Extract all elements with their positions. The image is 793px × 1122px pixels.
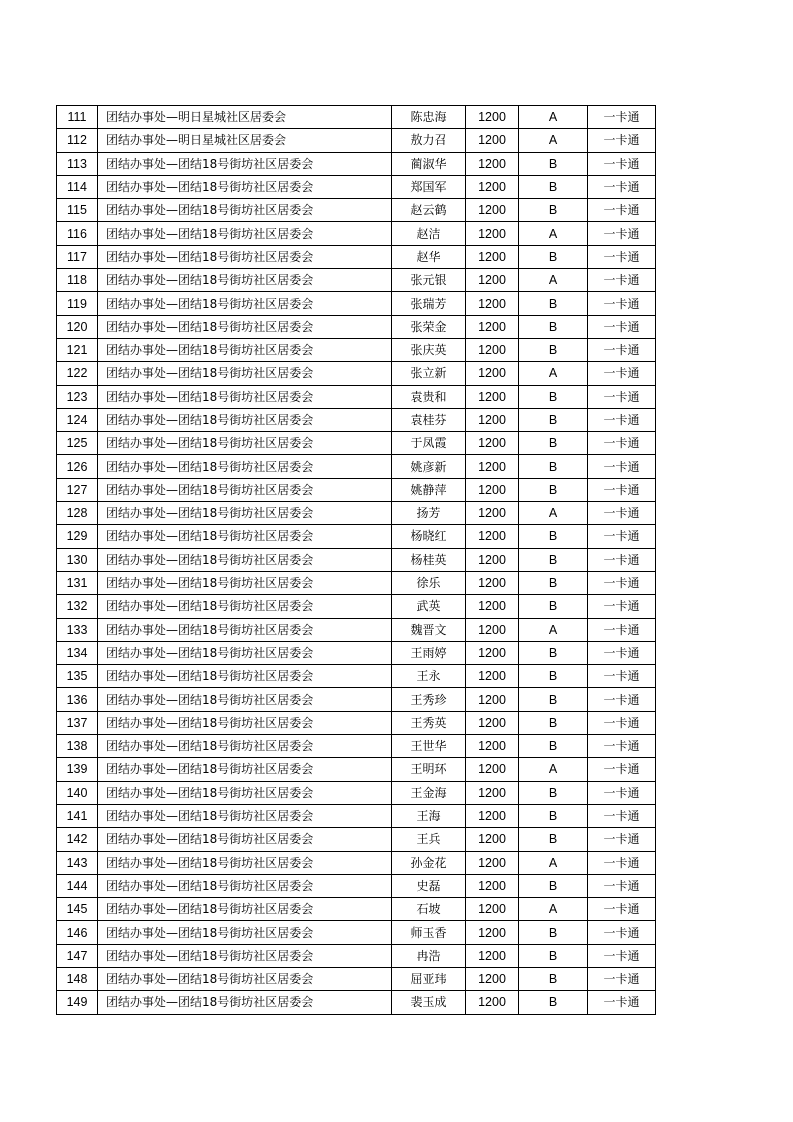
person-name-cell: 王世华 bbox=[392, 735, 466, 758]
payment-method-cell: 一卡通 bbox=[588, 106, 656, 129]
payment-method-cell: 一卡通 bbox=[588, 921, 656, 944]
payment-method-cell: 一卡通 bbox=[588, 245, 656, 268]
person-name-cell: 王永 bbox=[392, 665, 466, 688]
payment-method-cell: 一卡通 bbox=[588, 618, 656, 641]
grade-cell: A bbox=[519, 502, 588, 525]
table-row bbox=[57, 292, 656, 315]
person-name-cell: 姚静萍 bbox=[392, 478, 466, 501]
subsidy-table bbox=[56, 105, 656, 1015]
unit-cell: 团结办事处—团结18号街坊社区居委会 bbox=[98, 665, 392, 688]
row-number-cell: 120 bbox=[57, 315, 98, 338]
row-number-cell: 145 bbox=[57, 898, 98, 921]
row-number-cell: 116 bbox=[57, 222, 98, 245]
person-name-cell: 袁桂芬 bbox=[392, 408, 466, 431]
grade-cell: A bbox=[519, 129, 588, 152]
amount-cell: 1200 bbox=[466, 991, 519, 1014]
person-name-cell: 王雨婷 bbox=[392, 641, 466, 664]
unit-cell: 团结办事处—团结18号街坊社区居委会 bbox=[98, 595, 392, 618]
grade-cell: B bbox=[519, 525, 588, 548]
table-row bbox=[57, 571, 656, 594]
row-number-cell: 121 bbox=[57, 338, 98, 361]
unit-cell: 团结办事处—团结18号街坊社区居委会 bbox=[98, 269, 392, 292]
amount-cell: 1200 bbox=[466, 688, 519, 711]
row-number-cell: 131 bbox=[57, 571, 98, 594]
payment-method-cell: 一卡通 bbox=[588, 338, 656, 361]
grade-cell: B bbox=[519, 967, 588, 990]
person-name-cell: 张庆英 bbox=[392, 338, 466, 361]
person-name-cell: 孙金花 bbox=[392, 851, 466, 874]
person-name-cell: 杨桂英 bbox=[392, 548, 466, 571]
unit-cell: 团结办事处—团结18号街坊社区居委会 bbox=[98, 991, 392, 1014]
payment-method-cell: 一卡通 bbox=[588, 478, 656, 501]
payment-method-cell: 一卡通 bbox=[588, 735, 656, 758]
payment-method-cell: 一卡通 bbox=[588, 758, 656, 781]
row-number-cell: 124 bbox=[57, 408, 98, 431]
row-number-cell: 144 bbox=[57, 874, 98, 897]
row-number-cell: 137 bbox=[57, 711, 98, 734]
payment-method-cell: 一卡通 bbox=[588, 315, 656, 338]
unit-cell: 团结办事处—团结18号街坊社区居委会 bbox=[98, 851, 392, 874]
grade-cell: B bbox=[519, 245, 588, 268]
table-row bbox=[57, 525, 656, 548]
table-row bbox=[57, 175, 656, 198]
grade-cell: A bbox=[519, 362, 588, 385]
grade-cell: B bbox=[519, 385, 588, 408]
payment-method-cell: 一卡通 bbox=[588, 502, 656, 525]
amount-cell: 1200 bbox=[466, 385, 519, 408]
row-number-cell: 115 bbox=[57, 199, 98, 222]
unit-cell: 团结办事处—团结18号街坊社区居委会 bbox=[98, 175, 392, 198]
unit-cell: 团结办事处—团结18号街坊社区居委会 bbox=[98, 292, 392, 315]
payment-method-cell: 一卡通 bbox=[588, 898, 656, 921]
payment-method-cell: 一卡通 bbox=[588, 269, 656, 292]
unit-cell: 团结办事处—团结18号街坊社区居委会 bbox=[98, 874, 392, 897]
payment-method-cell: 一卡通 bbox=[588, 944, 656, 967]
table-row bbox=[57, 362, 656, 385]
table-row bbox=[57, 828, 656, 851]
table-row bbox=[57, 944, 656, 967]
unit-cell: 团结办事处—团结18号街坊社区居委会 bbox=[98, 432, 392, 455]
unit-cell: 团结办事处—团结18号街坊社区居委会 bbox=[98, 222, 392, 245]
payment-method-cell: 一卡通 bbox=[588, 781, 656, 804]
row-number-cell: 143 bbox=[57, 851, 98, 874]
amount-cell: 1200 bbox=[466, 618, 519, 641]
amount-cell: 1200 bbox=[466, 804, 519, 827]
amount-cell: 1200 bbox=[466, 874, 519, 897]
payment-method-cell: 一卡通 bbox=[588, 991, 656, 1014]
payment-method-cell: 一卡通 bbox=[588, 874, 656, 897]
grade-cell: B bbox=[519, 735, 588, 758]
grade-cell: B bbox=[519, 641, 588, 664]
payment-method-cell: 一卡通 bbox=[588, 199, 656, 222]
grade-cell: A bbox=[519, 106, 588, 129]
grade-cell: B bbox=[519, 828, 588, 851]
person-name-cell: 杨晓红 bbox=[392, 525, 466, 548]
amount-cell: 1200 bbox=[466, 502, 519, 525]
grade-cell: B bbox=[519, 338, 588, 361]
amount-cell: 1200 bbox=[466, 898, 519, 921]
person-name-cell: 武英 bbox=[392, 595, 466, 618]
table-row bbox=[57, 338, 656, 361]
grade-cell: B bbox=[519, 315, 588, 338]
grade-cell: A bbox=[519, 758, 588, 781]
unit-cell: 团结办事处—团结18号街坊社区居委会 bbox=[98, 688, 392, 711]
row-number-cell: 125 bbox=[57, 432, 98, 455]
table-body bbox=[57, 106, 656, 1015]
person-name-cell: 于凤霞 bbox=[392, 432, 466, 455]
row-number-cell: 129 bbox=[57, 525, 98, 548]
payment-method-cell: 一卡通 bbox=[588, 548, 656, 571]
amount-cell: 1200 bbox=[466, 432, 519, 455]
table-row bbox=[57, 222, 656, 245]
row-number-cell: 118 bbox=[57, 269, 98, 292]
table-row bbox=[57, 665, 656, 688]
row-number-cell: 113 bbox=[57, 152, 98, 175]
grade-cell: A bbox=[519, 851, 588, 874]
payment-method-cell: 一卡通 bbox=[588, 595, 656, 618]
row-number-cell: 122 bbox=[57, 362, 98, 385]
amount-cell: 1200 bbox=[466, 199, 519, 222]
unit-cell: 团结办事处—团结18号街坊社区居委会 bbox=[98, 408, 392, 431]
grade-cell: B bbox=[519, 781, 588, 804]
row-number-cell: 136 bbox=[57, 688, 98, 711]
unit-cell: 团结办事处—团结18号街坊社区居委会 bbox=[98, 944, 392, 967]
row-number-cell: 138 bbox=[57, 735, 98, 758]
person-name-cell: 王明环 bbox=[392, 758, 466, 781]
amount-cell: 1200 bbox=[466, 315, 519, 338]
table-row bbox=[57, 618, 656, 641]
grade-cell: B bbox=[519, 455, 588, 478]
row-number-cell: 127 bbox=[57, 478, 98, 501]
row-number-cell: 141 bbox=[57, 804, 98, 827]
table-row bbox=[57, 851, 656, 874]
table-row bbox=[57, 991, 656, 1014]
payment-method-cell: 一卡通 bbox=[588, 385, 656, 408]
row-number-cell: 114 bbox=[57, 175, 98, 198]
payment-method-cell: 一卡通 bbox=[588, 571, 656, 594]
amount-cell: 1200 bbox=[466, 921, 519, 944]
table-row bbox=[57, 898, 656, 921]
table-row bbox=[57, 269, 656, 292]
amount-cell: 1200 bbox=[466, 967, 519, 990]
amount-cell: 1200 bbox=[466, 735, 519, 758]
unit-cell: 团结办事处—团结18号街坊社区居委会 bbox=[98, 828, 392, 851]
table-row bbox=[57, 548, 656, 571]
person-name-cell: 张元银 bbox=[392, 269, 466, 292]
person-name-cell: 赵洁 bbox=[392, 222, 466, 245]
payment-method-cell: 一卡通 bbox=[588, 432, 656, 455]
table-row bbox=[57, 432, 656, 455]
table-row bbox=[57, 106, 656, 129]
amount-cell: 1200 bbox=[466, 292, 519, 315]
grade-cell: B bbox=[519, 175, 588, 198]
table-row bbox=[57, 921, 656, 944]
table-row bbox=[57, 315, 656, 338]
unit-cell: 团结办事处—团结18号街坊社区居委会 bbox=[98, 641, 392, 664]
person-name-cell: 扬芳 bbox=[392, 502, 466, 525]
payment-method-cell: 一卡通 bbox=[588, 175, 656, 198]
person-name-cell: 师玉香 bbox=[392, 921, 466, 944]
payment-method-cell: 一卡通 bbox=[588, 641, 656, 664]
grade-cell: B bbox=[519, 595, 588, 618]
grade-cell: B bbox=[519, 478, 588, 501]
table-row bbox=[57, 502, 656, 525]
grade-cell: A bbox=[519, 222, 588, 245]
table-row bbox=[57, 478, 656, 501]
amount-cell: 1200 bbox=[466, 571, 519, 594]
table-row bbox=[57, 641, 656, 664]
grade-cell: B bbox=[519, 921, 588, 944]
amount-cell: 1200 bbox=[466, 478, 519, 501]
amount-cell: 1200 bbox=[466, 175, 519, 198]
payment-method-cell: 一卡通 bbox=[588, 129, 656, 152]
table-row bbox=[57, 595, 656, 618]
payment-method-cell: 一卡通 bbox=[588, 292, 656, 315]
table-row bbox=[57, 152, 656, 175]
amount-cell: 1200 bbox=[466, 641, 519, 664]
row-number-cell: 117 bbox=[57, 245, 98, 268]
grade-cell: B bbox=[519, 688, 588, 711]
payment-method-cell: 一卡通 bbox=[588, 525, 656, 548]
row-number-cell: 142 bbox=[57, 828, 98, 851]
unit-cell: 团结办事处—团结18号街坊社区居委会 bbox=[98, 478, 392, 501]
amount-cell: 1200 bbox=[466, 525, 519, 548]
amount-cell: 1200 bbox=[466, 711, 519, 734]
grade-cell: B bbox=[519, 548, 588, 571]
table-row bbox=[57, 781, 656, 804]
grade-cell: B bbox=[519, 944, 588, 967]
amount-cell: 1200 bbox=[466, 548, 519, 571]
row-number-cell: 146 bbox=[57, 921, 98, 944]
amount-cell: 1200 bbox=[466, 245, 519, 268]
person-name-cell: 王兵 bbox=[392, 828, 466, 851]
unit-cell: 团结办事处—团结18号街坊社区居委会 bbox=[98, 898, 392, 921]
grade-cell: B bbox=[519, 874, 588, 897]
amount-cell: 1200 bbox=[466, 595, 519, 618]
person-name-cell: 石坡 bbox=[392, 898, 466, 921]
row-number-cell: 135 bbox=[57, 665, 98, 688]
unit-cell: 团结办事处—明日星城社区居委会 bbox=[98, 106, 392, 129]
grade-cell: B bbox=[519, 152, 588, 175]
unit-cell: 团结办事处—团结18号街坊社区居委会 bbox=[98, 571, 392, 594]
table-row bbox=[57, 199, 656, 222]
amount-cell: 1200 bbox=[466, 944, 519, 967]
payment-method-cell: 一卡通 bbox=[588, 152, 656, 175]
grade-cell: B bbox=[519, 665, 588, 688]
person-name-cell: 袁贵和 bbox=[392, 385, 466, 408]
unit-cell: 团结办事处—团结18号街坊社区居委会 bbox=[98, 502, 392, 525]
person-name-cell: 赵云鹤 bbox=[392, 199, 466, 222]
payment-method-cell: 一卡通 bbox=[588, 711, 656, 734]
unit-cell: 团结办事处—团结18号街坊社区居委会 bbox=[98, 735, 392, 758]
amount-cell: 1200 bbox=[466, 152, 519, 175]
unit-cell: 团结办事处—团结18号街坊社区居委会 bbox=[98, 921, 392, 944]
row-number-cell: 119 bbox=[57, 292, 98, 315]
person-name-cell: 姚彦新 bbox=[392, 455, 466, 478]
table-row bbox=[57, 688, 656, 711]
person-name-cell: 王金海 bbox=[392, 781, 466, 804]
table-row bbox=[57, 874, 656, 897]
payment-method-cell: 一卡通 bbox=[588, 804, 656, 827]
unit-cell: 团结办事处—团结18号街坊社区居委会 bbox=[98, 711, 392, 734]
unit-cell: 团结办事处—团结18号街坊社区居委会 bbox=[98, 548, 392, 571]
payment-method-cell: 一卡通 bbox=[588, 828, 656, 851]
table-row bbox=[57, 735, 656, 758]
grade-cell: A bbox=[519, 898, 588, 921]
row-number-cell: 111 bbox=[57, 106, 98, 129]
grade-cell: B bbox=[519, 292, 588, 315]
amount-cell: 1200 bbox=[466, 269, 519, 292]
unit-cell: 团结办事处—团结18号街坊社区居委会 bbox=[98, 338, 392, 361]
row-number-cell: 128 bbox=[57, 502, 98, 525]
unit-cell: 团结办事处—团结18号街坊社区居委会 bbox=[98, 245, 392, 268]
grade-cell: A bbox=[519, 269, 588, 292]
unit-cell: 团结办事处—团结18号街坊社区居委会 bbox=[98, 385, 392, 408]
row-number-cell: 130 bbox=[57, 548, 98, 571]
table-row bbox=[57, 455, 656, 478]
row-number-cell: 139 bbox=[57, 758, 98, 781]
grade-cell: B bbox=[519, 991, 588, 1014]
table-row bbox=[57, 711, 656, 734]
payment-method-cell: 一卡通 bbox=[588, 851, 656, 874]
unit-cell: 团结办事处—团结18号街坊社区居委会 bbox=[98, 781, 392, 804]
table-row bbox=[57, 385, 656, 408]
amount-cell: 1200 bbox=[466, 828, 519, 851]
row-number-cell: 140 bbox=[57, 781, 98, 804]
amount-cell: 1200 bbox=[466, 106, 519, 129]
unit-cell: 团结办事处—团结18号街坊社区居委会 bbox=[98, 199, 392, 222]
unit-cell: 团结办事处—团结18号街坊社区居委会 bbox=[98, 525, 392, 548]
amount-cell: 1200 bbox=[466, 338, 519, 361]
person-name-cell: 徐乐 bbox=[392, 571, 466, 594]
person-name-cell: 敖力召 bbox=[392, 129, 466, 152]
unit-cell: 团结办事处—团结18号街坊社区居委会 bbox=[98, 804, 392, 827]
amount-cell: 1200 bbox=[466, 222, 519, 245]
grade-cell: B bbox=[519, 711, 588, 734]
unit-cell: 团结办事处—团结18号街坊社区居委会 bbox=[98, 967, 392, 990]
grade-cell: B bbox=[519, 408, 588, 431]
unit-cell: 团结办事处—团结18号街坊社区居委会 bbox=[98, 618, 392, 641]
amount-cell: 1200 bbox=[466, 408, 519, 431]
table-row bbox=[57, 129, 656, 152]
grade-cell: B bbox=[519, 804, 588, 827]
unit-cell: 团结办事处—团结18号街坊社区居委会 bbox=[98, 152, 392, 175]
row-number-cell: 126 bbox=[57, 455, 98, 478]
person-name-cell: 王秀珍 bbox=[392, 688, 466, 711]
person-name-cell: 屈亚玮 bbox=[392, 967, 466, 990]
person-name-cell: 裴玉成 bbox=[392, 991, 466, 1014]
payment-method-cell: 一卡通 bbox=[588, 688, 656, 711]
payment-method-cell: 一卡通 bbox=[588, 362, 656, 385]
unit-cell: 团结办事处—团结18号街坊社区居委会 bbox=[98, 758, 392, 781]
amount-cell: 1200 bbox=[466, 129, 519, 152]
person-name-cell: 赵华 bbox=[392, 245, 466, 268]
table-row bbox=[57, 245, 656, 268]
table-row bbox=[57, 408, 656, 431]
amount-cell: 1200 bbox=[466, 455, 519, 478]
table-row bbox=[57, 804, 656, 827]
person-name-cell: 陈忠海 bbox=[392, 106, 466, 129]
person-name-cell: 蔺淑华 bbox=[392, 152, 466, 175]
payment-method-cell: 一卡通 bbox=[588, 222, 656, 245]
table-row bbox=[57, 758, 656, 781]
row-number-cell: 112 bbox=[57, 129, 98, 152]
row-number-cell: 132 bbox=[57, 595, 98, 618]
row-number-cell: 147 bbox=[57, 944, 98, 967]
row-number-cell: 123 bbox=[57, 385, 98, 408]
payment-method-cell: 一卡通 bbox=[588, 408, 656, 431]
person-name-cell: 王秀英 bbox=[392, 711, 466, 734]
payment-method-cell: 一卡通 bbox=[588, 455, 656, 478]
amount-cell: 1200 bbox=[466, 362, 519, 385]
grade-cell: B bbox=[519, 199, 588, 222]
person-name-cell: 张立新 bbox=[392, 362, 466, 385]
person-name-cell: 张瑞芳 bbox=[392, 292, 466, 315]
grade-cell: B bbox=[519, 432, 588, 455]
grade-cell: B bbox=[519, 571, 588, 594]
person-name-cell: 史磊 bbox=[392, 874, 466, 897]
row-number-cell: 149 bbox=[57, 991, 98, 1014]
subsidy-table-page bbox=[56, 105, 656, 1015]
payment-method-cell: 一卡通 bbox=[588, 665, 656, 688]
unit-cell: 团结办事处—团结18号街坊社区居委会 bbox=[98, 315, 392, 338]
row-number-cell: 134 bbox=[57, 641, 98, 664]
row-number-cell: 133 bbox=[57, 618, 98, 641]
unit-cell: 团结办事处—团结18号街坊社区居委会 bbox=[98, 362, 392, 385]
table-row bbox=[57, 967, 656, 990]
grade-cell: A bbox=[519, 618, 588, 641]
unit-cell: 团结办事处—团结18号街坊社区居委会 bbox=[98, 455, 392, 478]
person-name-cell: 郑国军 bbox=[392, 175, 466, 198]
person-name-cell: 王海 bbox=[392, 804, 466, 827]
person-name-cell: 魏晋文 bbox=[392, 618, 466, 641]
amount-cell: 1200 bbox=[466, 665, 519, 688]
unit-cell: 团结办事处—明日星城社区居委会 bbox=[98, 129, 392, 152]
person-name-cell: 冉浩 bbox=[392, 944, 466, 967]
amount-cell: 1200 bbox=[466, 781, 519, 804]
payment-method-cell: 一卡通 bbox=[588, 967, 656, 990]
amount-cell: 1200 bbox=[466, 851, 519, 874]
amount-cell: 1200 bbox=[466, 758, 519, 781]
row-number-cell: 148 bbox=[57, 967, 98, 990]
person-name-cell: 张荣金 bbox=[392, 315, 466, 338]
